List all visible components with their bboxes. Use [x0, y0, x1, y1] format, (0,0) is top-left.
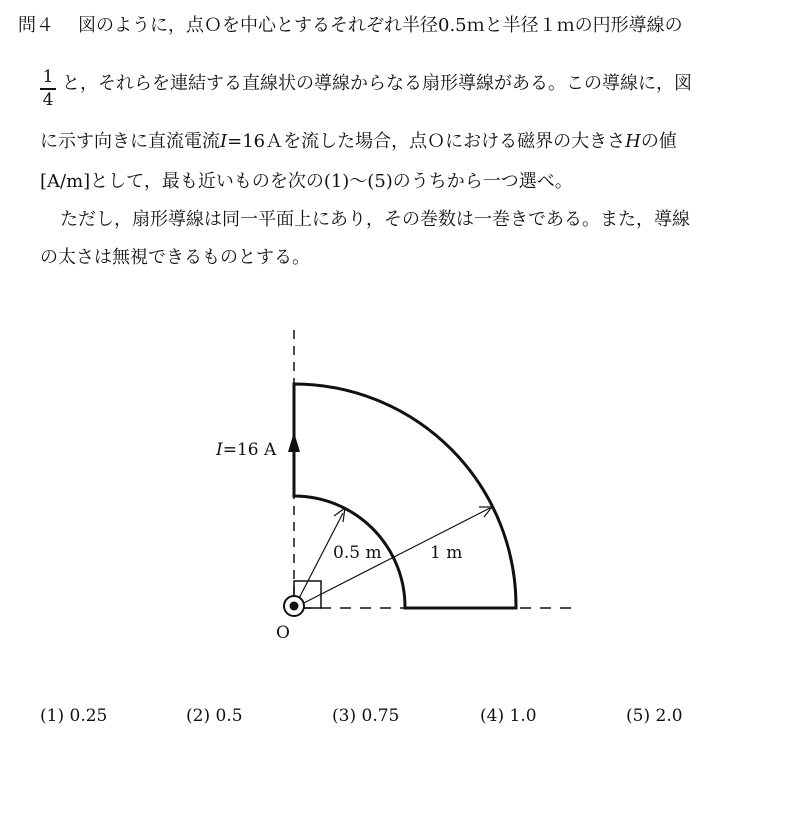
choice-1[interactable]: [40, 704, 107, 728]
sector-conductor-path: [294, 384, 516, 608]
current-symbol: I: [220, 131, 228, 152]
choice-1-value: 0.25: [69, 706, 108, 726]
choice-2[interactable]: [186, 704, 243, 728]
inner-radius-label: 0.5 m: [333, 543, 382, 563]
choice-4[interactable]: [480, 704, 537, 728]
question-number: 問４: [18, 15, 54, 36]
question-text-line-4: [A/m]として，最も近いものを次の(1)～(5)のうちから一つ選べ。: [40, 171, 573, 192]
center-label: O: [276, 623, 290, 643]
choice-5-number: (5): [626, 706, 651, 726]
choice-5[interactable]: [626, 704, 683, 728]
question-text-line-6: の太さは無視できるものとする。: [40, 247, 310, 268]
current-direction-arrow: [288, 432, 300, 452]
choice-4-number: (4): [480, 706, 505, 726]
current-label: I=16 A: [216, 440, 277, 460]
choice-4-value: 1.0: [509, 706, 537, 726]
center-point-dot: [290, 602, 299, 611]
choice-5-value: 2.0: [655, 706, 683, 726]
fraction-denominator: 4: [42, 89, 54, 110]
choice-3-number: (3): [332, 706, 357, 726]
question-text-line-5: ただし，扇形導線は同一平面上にあり，その巻数は一巻きである。また，導線: [60, 209, 690, 230]
fraction-numerator: 1: [42, 67, 54, 87]
field-symbol: H: [625, 131, 641, 152]
choice-2-value: 0.5: [215, 706, 243, 726]
question-text-line-1: 図のように，点Ｏを中心とするそれぞれ半径0.5ｍと半径１ｍの円形導線の: [78, 15, 683, 36]
question-text-line-3b: =16Ａを流した場合，点Ｏにおける磁界の大きさ: [227, 131, 626, 152]
choice-1-number: (1): [40, 706, 65, 726]
choice-3-value: 0.75: [361, 706, 400, 726]
outer-radius-label: 1 m: [430, 543, 463, 563]
question-text-line-2: と，それらを連結する直線状の導線からなる扇形導線がある。この導線に，図: [62, 73, 692, 94]
question-text-line-3c: の値: [640, 131, 677, 152]
question-text-line-3a: に示す向きに直流電流: [40, 131, 220, 152]
choice-3[interactable]: [332, 704, 399, 728]
choice-2-number: (2): [186, 706, 211, 726]
